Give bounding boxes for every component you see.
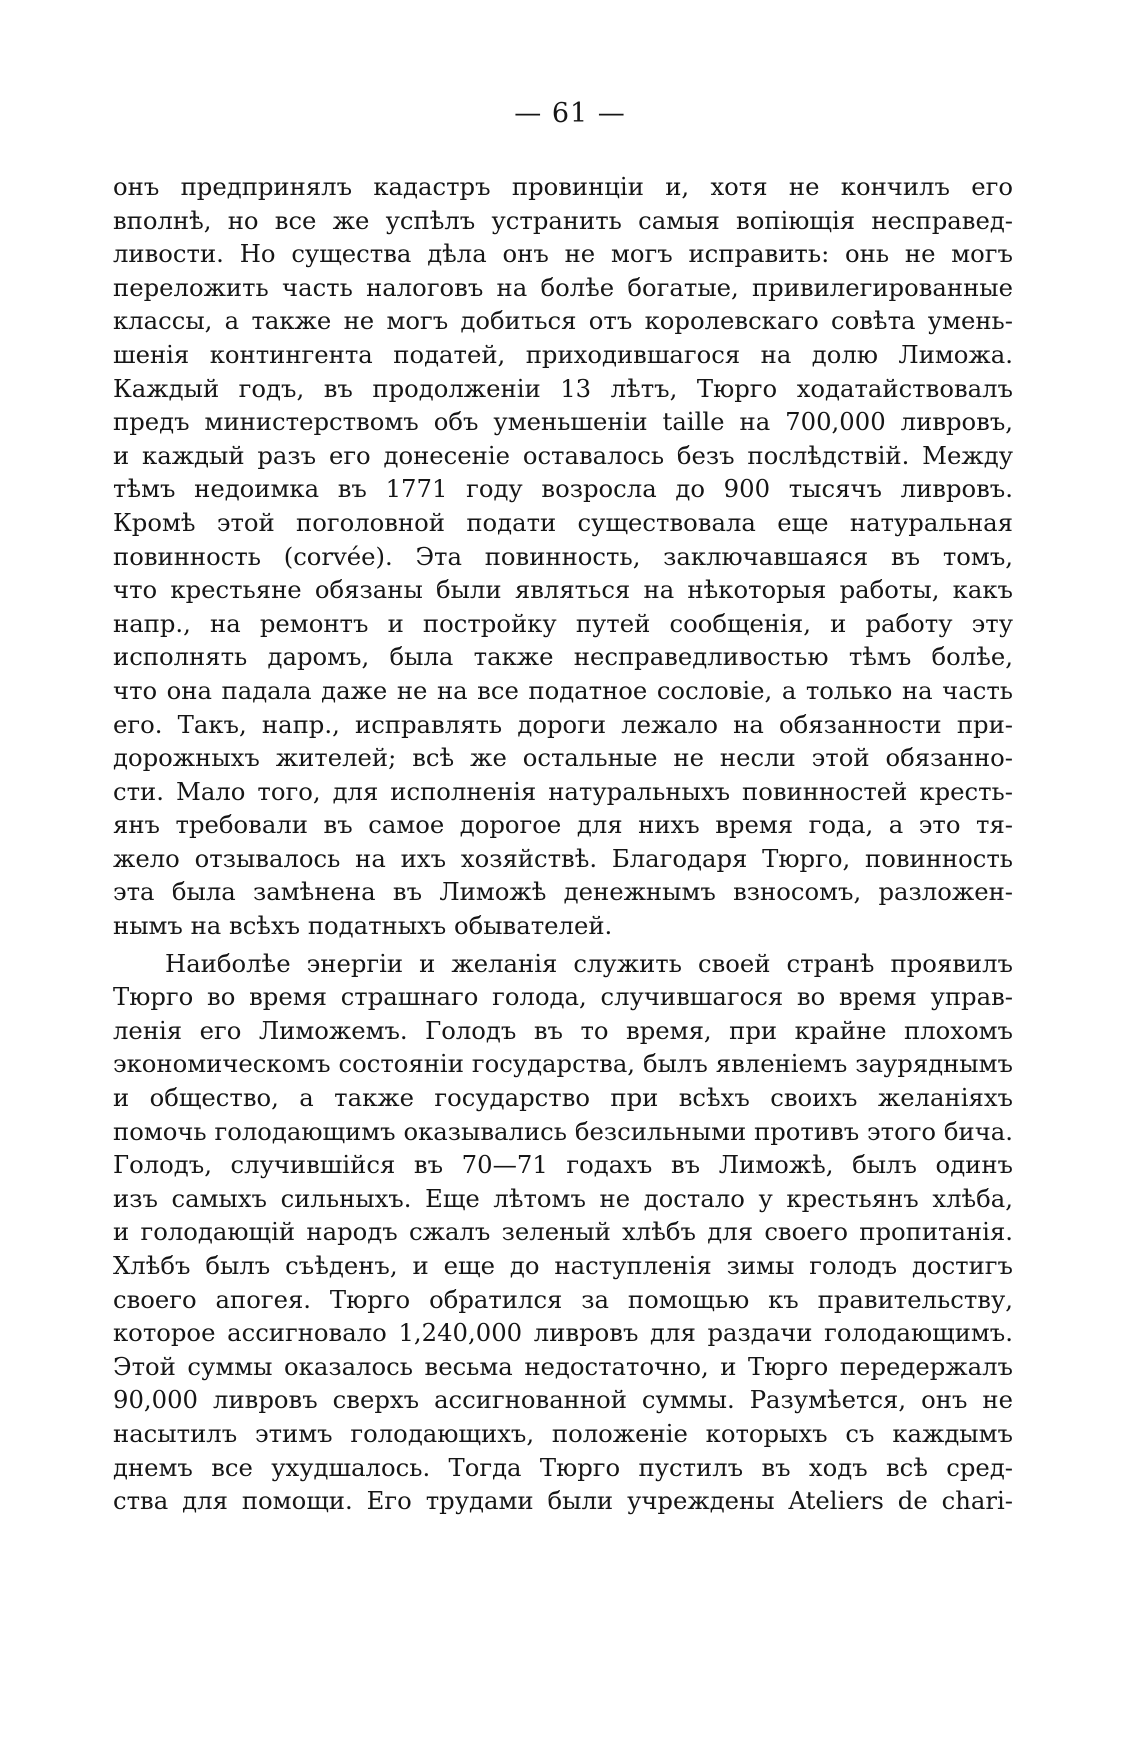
text-line: нымъ на всѣхъ податныхъ обывателей. [113,911,613,941]
paragraph-1 [113,170,1013,943]
text-line: онъ предпринялъ кадастръ провинціи и, хотя не кончилъ его [113,172,1013,201]
text-line: ленія его Лиможемъ. Голодъ въ то время, при крайне плохомъ [113,1015,1013,1045]
text-line: предъ министерствомъ объ уменьшеніи taille на 700,000 ливровъ, [113,407,1013,437]
text-line: сти. Мало того, для исполненія натуральныхъ повинностей кресть- [113,776,1013,806]
text-line: Кромѣ этой поголовной подати существовала еще натуральная [113,507,1013,537]
text-line: экономическомъ состояніи государства, былъ явленіемъ зауряднымъ [113,1049,1013,1079]
text-line: что она падала даже не на все податное сословіе, а только на часть [113,675,1013,705]
text-line: янъ требовали въ самое дорогое для нихъ время года, а это тя- [113,810,1013,840]
text-line: Голодъ, случившійся въ 70—71 годахъ въ Лиможѣ, былъ одинъ [113,1150,1013,1180]
text-line: исполнять даромъ, была также несправедливостью тѣмъ болѣе, [113,642,1013,672]
text-line: и каждый разъ его донесеніе оставалось безъ послѣдствій. Между [113,440,1013,470]
text-line: днемъ все ухудшалось. Тогда Тюрго пустилъ въ ходъ всѣ сред- [113,1452,1013,1482]
text-line: Каждый годъ, въ продолженіи 13 лѣтъ, Тюрго ходатайствовалъ [113,373,1013,403]
text-line: переложить часть налоговъ на болѣе богатые, привилегированные [113,272,1013,302]
text-line: 90,000 ливровъ сверхъ ассигнованной суммы. Разумѣется, онъ не [113,1385,1013,1415]
text-line: Наиболѣе энергіи и желанія служить своей странѣ проявилъ [165,948,1013,978]
text-line: своего апогея. Тюрго обратился за помощью къ правительству, [113,1284,1013,1314]
text-line: Тюрго во время страшнаго голода, случившагося во время управ- [113,982,1013,1012]
text-line: Хлѣбъ былъ съѣденъ, и еще до наступленія зимы голодъ достигъ [113,1251,1013,1280]
text-line: его. Такъ, напр., исправлять дороги лежало на обязанности при- [113,709,1013,739]
text-line: классы, а также не могъ добиться отъ королевскаго совѣта умень- [113,306,1013,336]
text-line: ливости. Но существа дѣла онъ не могъ исправить: онь не могъ [113,239,1013,269]
text-line: помочь голодающимъ оказывались безсильными противъ этого бича. [113,1116,1013,1146]
text-line: повинность (corvée). Эта повинность, заключавшаяся въ томъ, [113,541,1013,571]
text-line: тѣмъ недоимка въ 1771 году возросла до 900 тысячъ ливровъ. [113,474,1013,504]
text-line: эта была замѣнена въ Лиможѣ денежнымъ взносомъ, разложен- [113,877,1013,907]
text-line: насытилъ этимъ голодающихъ, положеніе которыхъ съ каждымъ [113,1418,1013,1448]
text-line: что крестьяне обязаны были являться на нѣкоторыя работы, какъ [113,575,1013,605]
text-line: и общество, а также государство при всѣхъ своихъ желаніяхъ [113,1083,1013,1113]
page-number: — 61 — [514,98,626,129]
text-line: дорожныхъ жителей; всѣ же остальные не несли этой обязанно- [113,743,1013,773]
text-line: изъ самыхъ сильныхъ. Еще лѣтомъ не достало у крестьянъ хлѣба, [113,1183,1013,1213]
text-line: ства для помощи. Его трудами были учреждены Ateliers de chari- [113,1486,1013,1516]
text-line: шенія контингента податей, приходившагося на долю Лиможа. [113,339,1013,369]
text-line: Этой суммы оказалось весьма недостаточно, и Тюрго передержалъ [113,1351,1013,1381]
text-line: которое ассигновало 1,240,000 ливровъ для раздачи голодающимъ. [113,1318,1013,1348]
paragraph-2 [113,947,1013,1518]
text-line: напр., на ремонтъ и постройку путей сообщенія, и работу эту [113,608,1013,638]
body-text [113,170,1013,1518]
text-line: и голодающій народъ сжалъ зеленый хлѣбъ для своего пропитанія. [113,1217,1013,1247]
text-line: вполнѣ, но все же успѣлъ устранить самыя вопіющія несправед- [113,205,1013,235]
text-line: жело отзывалось на ихъ хозяйствѣ. Благодаря Тюрго, повинность [113,843,1013,873]
